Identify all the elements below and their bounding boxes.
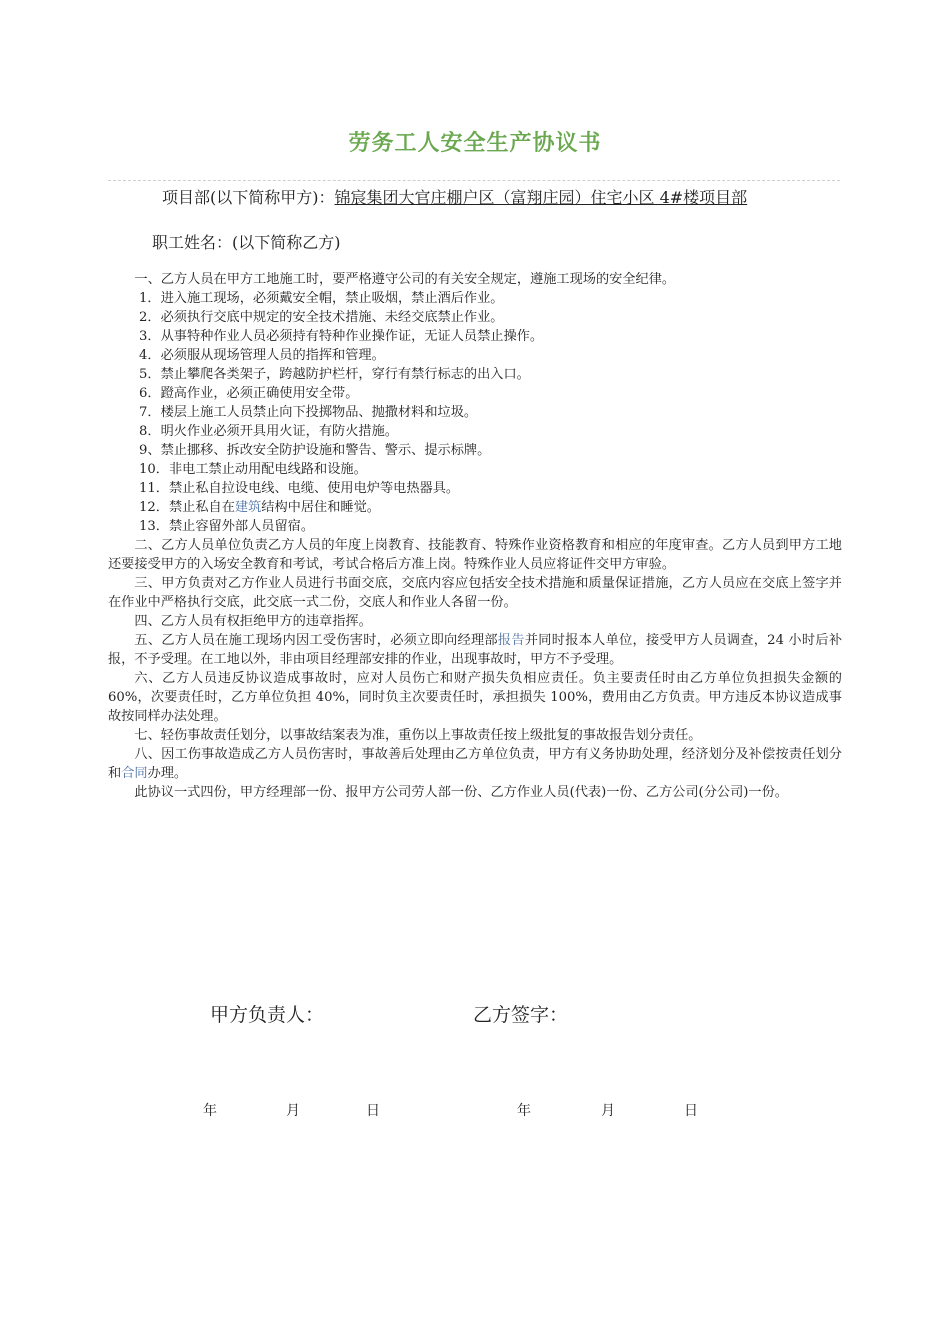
contract-link[interactable]: 合同 (121, 766, 148, 781)
rule-item: 10．非电工禁止动用配电线路和设施。 (139, 462, 367, 477)
section-6: 六、乙方人员违反协议造成事故时，应对人员伤亡和财产损失负相应责任。负主要责任时由乙方单位负担损失金额的 60%，次要责任时，乙方单位负担 40%，同时负主次要责任时，承担损失 100%，费用由乙方负责。甲方违反本协议造成事故按同样办法处理。 (108, 671, 842, 724)
section-8 (108, 745, 842, 783)
worker-name-line: 职工姓名：(以下简称乙方) (152, 233, 341, 252)
report-link[interactable]: 报告 (497, 633, 525, 648)
section-4: 四、乙方人员有权拒绝甲方的违章指挥。 (134, 614, 372, 629)
rule-item: 1．进入施工现场，必须戴安全帽，禁止吸烟，禁止酒后作业。 (139, 291, 504, 306)
section-8-text-post: 办理。 (147, 766, 188, 781)
party-b-date-month: 月 (601, 1103, 615, 1119)
section-7: 七、轻伤事故责任划分，以事故结案表为准，重伤以上事故责任按上级批复的事故报告划分责任。 (134, 728, 702, 743)
section-5-text-pre: 五、乙方人员在施工现场内因工受伤害时，必须立即向经理部 (134, 633, 498, 648)
section-8-text-pre: 八、因工伤事故造成乙方人员伤害时，事故善后处理由乙方单位负责，甲方有义务协助处理，经济划分及补偿按责任划分和 (108, 747, 842, 781)
rule-item: 8．明火作业必须开具用火证，有防火措施。 (139, 424, 398, 439)
rule-item: 5．禁止攀爬各类架子，跨越防护栏杆，穿行有禁行标志的出入口。 (139, 367, 530, 382)
party-b-date-day: 日 (684, 1103, 698, 1119)
party-a-signature-label: 甲方负责人： (210, 1004, 325, 1026)
header-divider (108, 180, 840, 181)
section-5 (108, 631, 842, 669)
rule-item: 9、禁止挪移、拆改安全防护设施和警告、警示、提示标牌。 (139, 443, 491, 458)
rule-item-13: 13．禁止容留外部人员留宿。 (139, 519, 315, 534)
party-a-date-month: 月 (286, 1103, 300, 1119)
rule-item: 4．必须服从现场管理人员的指挥和管理。 (139, 348, 385, 363)
document-title: 劳务工人安全生产协议书 (348, 130, 602, 156)
party-b-signature-label: 乙方签字： (473, 1004, 569, 1026)
rule-12-text-pre: 12．禁止私自在 (139, 500, 235, 515)
section-5-text-post: 并同时报本人单位，接受甲方人员调查，24 小时后补报，不予受理。在工地以外，非由项目经理部安排的作业，出现事故时，甲方不予受理。 (108, 633, 843, 667)
rule-12-text-post: 结构中居住和睡觉。 (261, 500, 380, 515)
rule-item: 3．从事特种作业人员必须持有特种作业操作证，无证人员禁止操作。 (139, 329, 544, 344)
rule-item: 2．必须执行交底中规定的安全技术措施、未经交底禁止作业。 (139, 310, 504, 325)
party-a-date-day: 日 (366, 1103, 380, 1119)
section-2: 二、乙方人员单位负责乙方人员的年度上岗教育、技能教育、特殊作业资格教育和相应的年度审查。乙方人员到甲方工地还要接受甲方的入场安全教育和考试，考试合格后方准上岗。特殊作业人员应将证件交甲方审验。 (108, 538, 842, 572)
building-link[interactable]: 建筑 (234, 500, 262, 515)
rule-item: 6．蹬高作业，必须正确使用安全带。 (139, 386, 359, 401)
agreement-body (108, 270, 842, 802)
rule-item: 7．楼层上施工人员禁止向下投掷物品、抛撒材料和垃圾。 (139, 405, 478, 420)
section-1: 一、乙方人员在甲方工地施工时，要严格遵守公司的有关安全规定，遵施工现场的安全纪律。 (134, 272, 676, 287)
project-label: 项目部(以下简称甲方)： (162, 188, 335, 207)
project-value: 锦宸集团大官庄棚户区（富翔庄园）住宅小区 4#楼项目部 (334, 188, 748, 207)
rule-item-12 (108, 498, 842, 517)
closing-paragraph: 此协议一式四份，甲方经理部一份、报甲方公司劳人部一份、乙方作业人员(代表)一份、乙方公司(分公司)一份。 (134, 785, 788, 800)
section-3: 三、甲方负责对乙方作业人员进行书面交底，交底内容应包括安全技术措施和质量保证措施，乙方人员应在交底上签字并在作业中严格执行交底，此交底一式二份，交底人和作业人各留一份。 (108, 576, 842, 610)
party-a-date-year: 年 (203, 1103, 217, 1119)
project-line (162, 185, 747, 208)
rule-item: 11．禁止私自拉设电线、电缆、使用电炉等电热器具。 (139, 481, 460, 496)
party-b-date-year: 年 (517, 1103, 531, 1119)
